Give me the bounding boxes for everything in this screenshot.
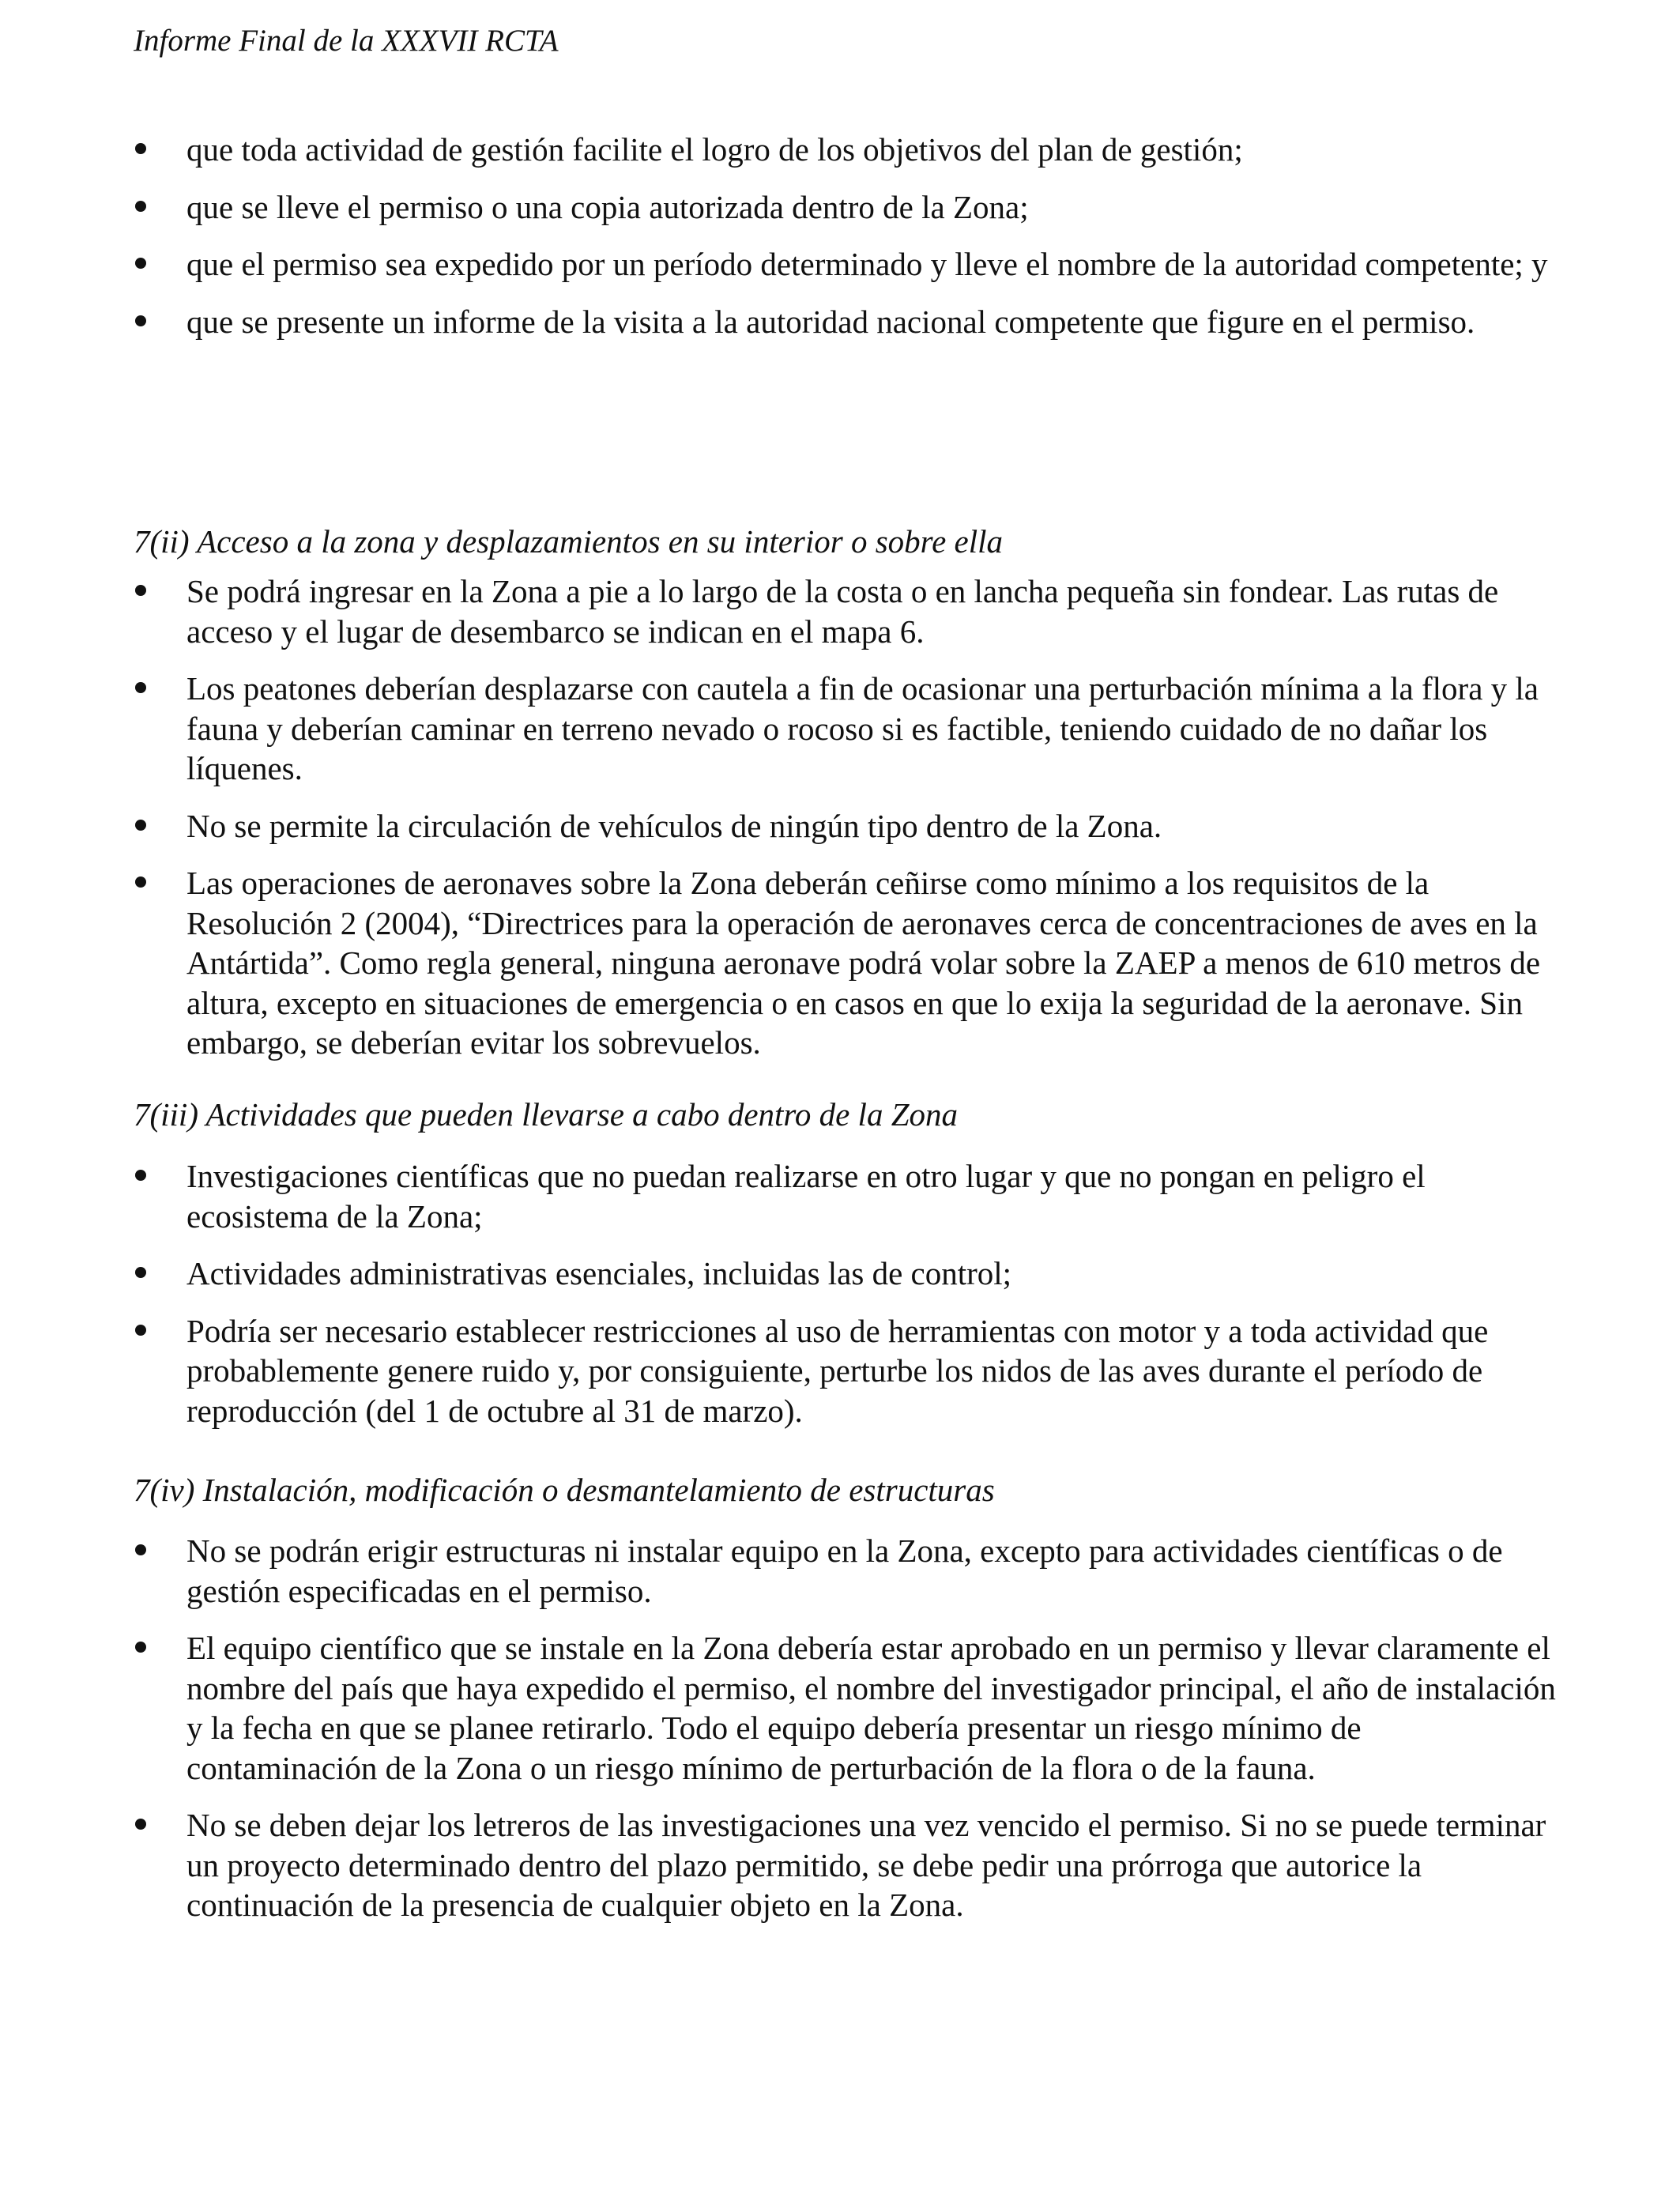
structures-bullet-list: [134, 1531, 1556, 1925]
list-item: El equipo científico que se instale en la Zona debería estar aprobado en un permiso y llevar claramente el nombre del país que haya expedido el permiso, el nombre del investigador principal, el año de instalación y la fecha en que se planee retirarlo. Todo el equipo debería presentar un riesgo mínimo de contaminación de la Zona o un riesgo mínimo de perturbación de la flora o de la fauna.: [134, 1628, 1556, 1788]
list-item: Investigaciones científicas que no puedan realizarse en otro lugar y que no pongan en peligro el ecosistema de la Zona;: [134, 1156, 1556, 1236]
bullet-icon: [135, 143, 146, 154]
bullet-icon: [135, 682, 146, 693]
list-item: Actividades administrativas esenciales, incluidas las de control;: [134, 1253, 1556, 1294]
list-item: No se deben dejar los letreros de las investigaciones una vez vencido el permiso. Si no se puede terminar un proyecto determinado dentro del plazo permitido, se debe pedir una prórroga que autorice la continuación de la presencia de cualquier objeto en la Zona.: [134, 1805, 1556, 1925]
bullet-icon: [135, 585, 146, 596]
bullet-icon: [135, 1642, 146, 1653]
bullet-icon: [135, 820, 146, 831]
bullet-icon: [135, 876, 146, 888]
running-header: Informe Final de la XXXVII RCTA: [134, 24, 559, 58]
list-item: Se podrá ingresar en la Zona a pie a lo largo de la costa o en lancha pequeña sin fondear. Las rutas de acceso y el lugar de desembarco se indican en el mapa 6.: [134, 571, 1556, 651]
list-item: que se presente un informe de la visita a la autoridad nacional competente que figure en el permiso.: [134, 302, 1556, 342]
bullet-icon: [135, 258, 146, 269]
list-item: que el permiso sea expedido por un período determinado y lleve el nombre de la autoridad competente; y: [134, 244, 1556, 285]
section-heading-activities: 7(iii) Actividades que pueden llevarse a cabo dentro de la Zona: [134, 1096, 958, 1133]
list-item: Los peatones deberían desplazarse con cautela a fin de ocasionar una perturbación mínima a la flora y la fauna y deberían caminar en terreno nevado o rocoso si es factible, teniendo cuidado de no dañar los líquenes.: [134, 669, 1556, 789]
bullet-icon: [135, 1544, 146, 1555]
list-item: Las operaciones de aeronaves sobre la Zona deberán ceñirse como mínimo a los requisitos de la Resolución 2 (2004), “Directrices para la operación de aeronaves cerca de concentraciones de aves en la Antártida”. Como regla general, ninguna aeronave podrá volar sobre la ZAEP a menos de 610 metros de altura, excepto en situaciones de emergencia o en casos en que lo exija la seguridad de la aeronave. Sin embargo, se deberían evitar los sobrevuelos.: [134, 863, 1556, 1063]
bullet-icon: [135, 1170, 146, 1181]
list-item: que toda actividad de gestión facilite el logro de los objetivos del plan de gestión;: [134, 130, 1556, 170]
bullet-icon: [135, 1325, 146, 1336]
activities-bullet-list: [134, 1156, 1556, 1431]
section-heading-structures: 7(iv) Instalación, modificación o desmantelamiento de estructuras: [134, 1472, 995, 1508]
bullet-icon: [135, 315, 146, 326]
list-item: Podría ser necesario establecer restricciones al uso de herramientas con motor y a toda actividad que probablemente genere ruido y, por consiguiente, perturbe los nidos de las aves durante el período de reproducción (del 1 de octubre al 31 de marzo).: [134, 1311, 1556, 1431]
list-item: que se lleve el permiso o una copia autorizada dentro de la Zona;: [134, 187, 1556, 228]
list-item: No se podrán erigir estructuras ni instalar equipo en la Zona, excepto para actividades científicas o de gestión especificadas en el permiso.: [134, 1531, 1556, 1611]
section-heading-access: 7(ii) Acceso a la zona y desplazamientos en su interior o sobre ella: [134, 523, 1004, 560]
access-bullet-list: [134, 571, 1556, 1063]
list-item: No se permite la circulación de vehículos de ningún tipo dentro de la Zona.: [134, 806, 1556, 846]
bullet-icon: [135, 201, 146, 212]
intro-bullet-list: [134, 130, 1556, 341]
bullet-icon: [135, 1267, 146, 1278]
bullet-icon: [135, 1819, 146, 1830]
